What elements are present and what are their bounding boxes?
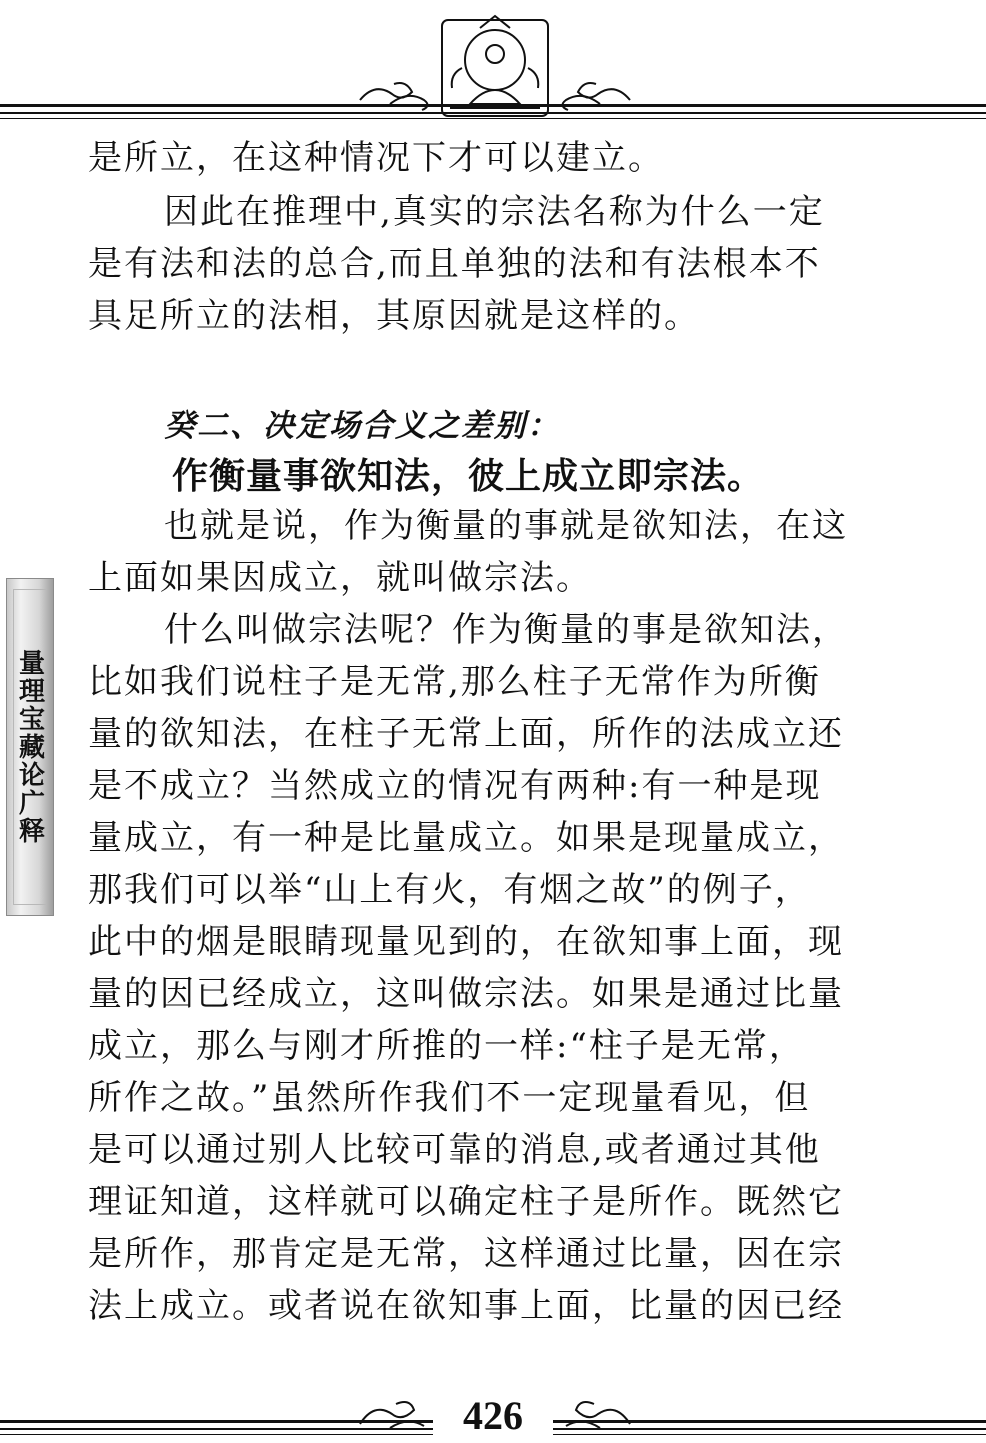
text-line: 法上成立。或者说在欲知事上面，比量的因已经 — [88, 1286, 844, 1326]
root-verse: 作衡量事欲知法，彼上成立即宗法。 — [172, 456, 765, 497]
text-line: 是不成立？当然成立的情况有两种:有一种是现 — [88, 766, 822, 806]
paragraph-1 — [88, 132, 888, 184]
text-line: 是所作，那肯定是无常，这样通过比量，因在宗 — [88, 1234, 844, 1274]
text-line: 那我们可以举“山上有火，有烟之故”的例子， — [88, 870, 811, 910]
paragraph-4 — [88, 604, 888, 1332]
side-tab — [6, 578, 54, 916]
text-line: 因此在推理中,真实的宗法名称为什么一定 — [164, 192, 825, 232]
text-line: 也就是说，作为衡量的事就是欲知法，在这 — [164, 506, 848, 546]
header-rule — [0, 104, 986, 107]
header-rule — [0, 112, 986, 114]
text-line: 什么叫做宗法呢？作为衡量的事是欲知法， — [164, 610, 848, 650]
text-line: 量的因已经成立，这叫做宗法。如果是通过比量 — [88, 974, 844, 1014]
section-subheading: 癸二、决定场合义之差别： — [164, 408, 560, 444]
page-number: 426 — [433, 1392, 553, 1440]
text-line: 是有法和法的总合,而且单独的法和有法根本不 — [88, 244, 821, 284]
text-line: 理证知道，这样就可以确定柱子是所作。既然它 — [88, 1182, 844, 1222]
text-line: 是所立，在这种情况下才可以建立。 — [88, 138, 664, 178]
side-tab-title: 量理宝藏论广释 — [14, 649, 45, 845]
header-rule — [0, 118, 986, 119]
paragraph-2 — [88, 186, 888, 342]
text-line: 所作之故。”虽然所作我们不一定现量看见，但 — [88, 1078, 811, 1118]
text-line: 是可以通过别人比较可靠的消息,或者通过其他 — [88, 1130, 821, 1170]
text-line: 量成立，有一种是比量成立。如果是现量成立， — [88, 818, 844, 858]
text-line: 上面如果因成立，就叫做宗法。 — [88, 558, 592, 598]
text-line: 成立，那么与刚才所推的一样:“柱子是无常， — [88, 1026, 805, 1066]
text-line: 量的欲知法，在柱子无常上面，所作的法成立还 — [88, 714, 844, 754]
text-line: 比如我们说柱子是无常,那么柱子无常作为所衡 — [88, 662, 821, 702]
text-line: 此中的烟是眼睛现量见到的，在欲知事上面，现 — [88, 922, 844, 962]
text-line: 具足所立的法相，其原因就是这样的。 — [88, 296, 700, 336]
paragraph-3 — [88, 500, 888, 604]
